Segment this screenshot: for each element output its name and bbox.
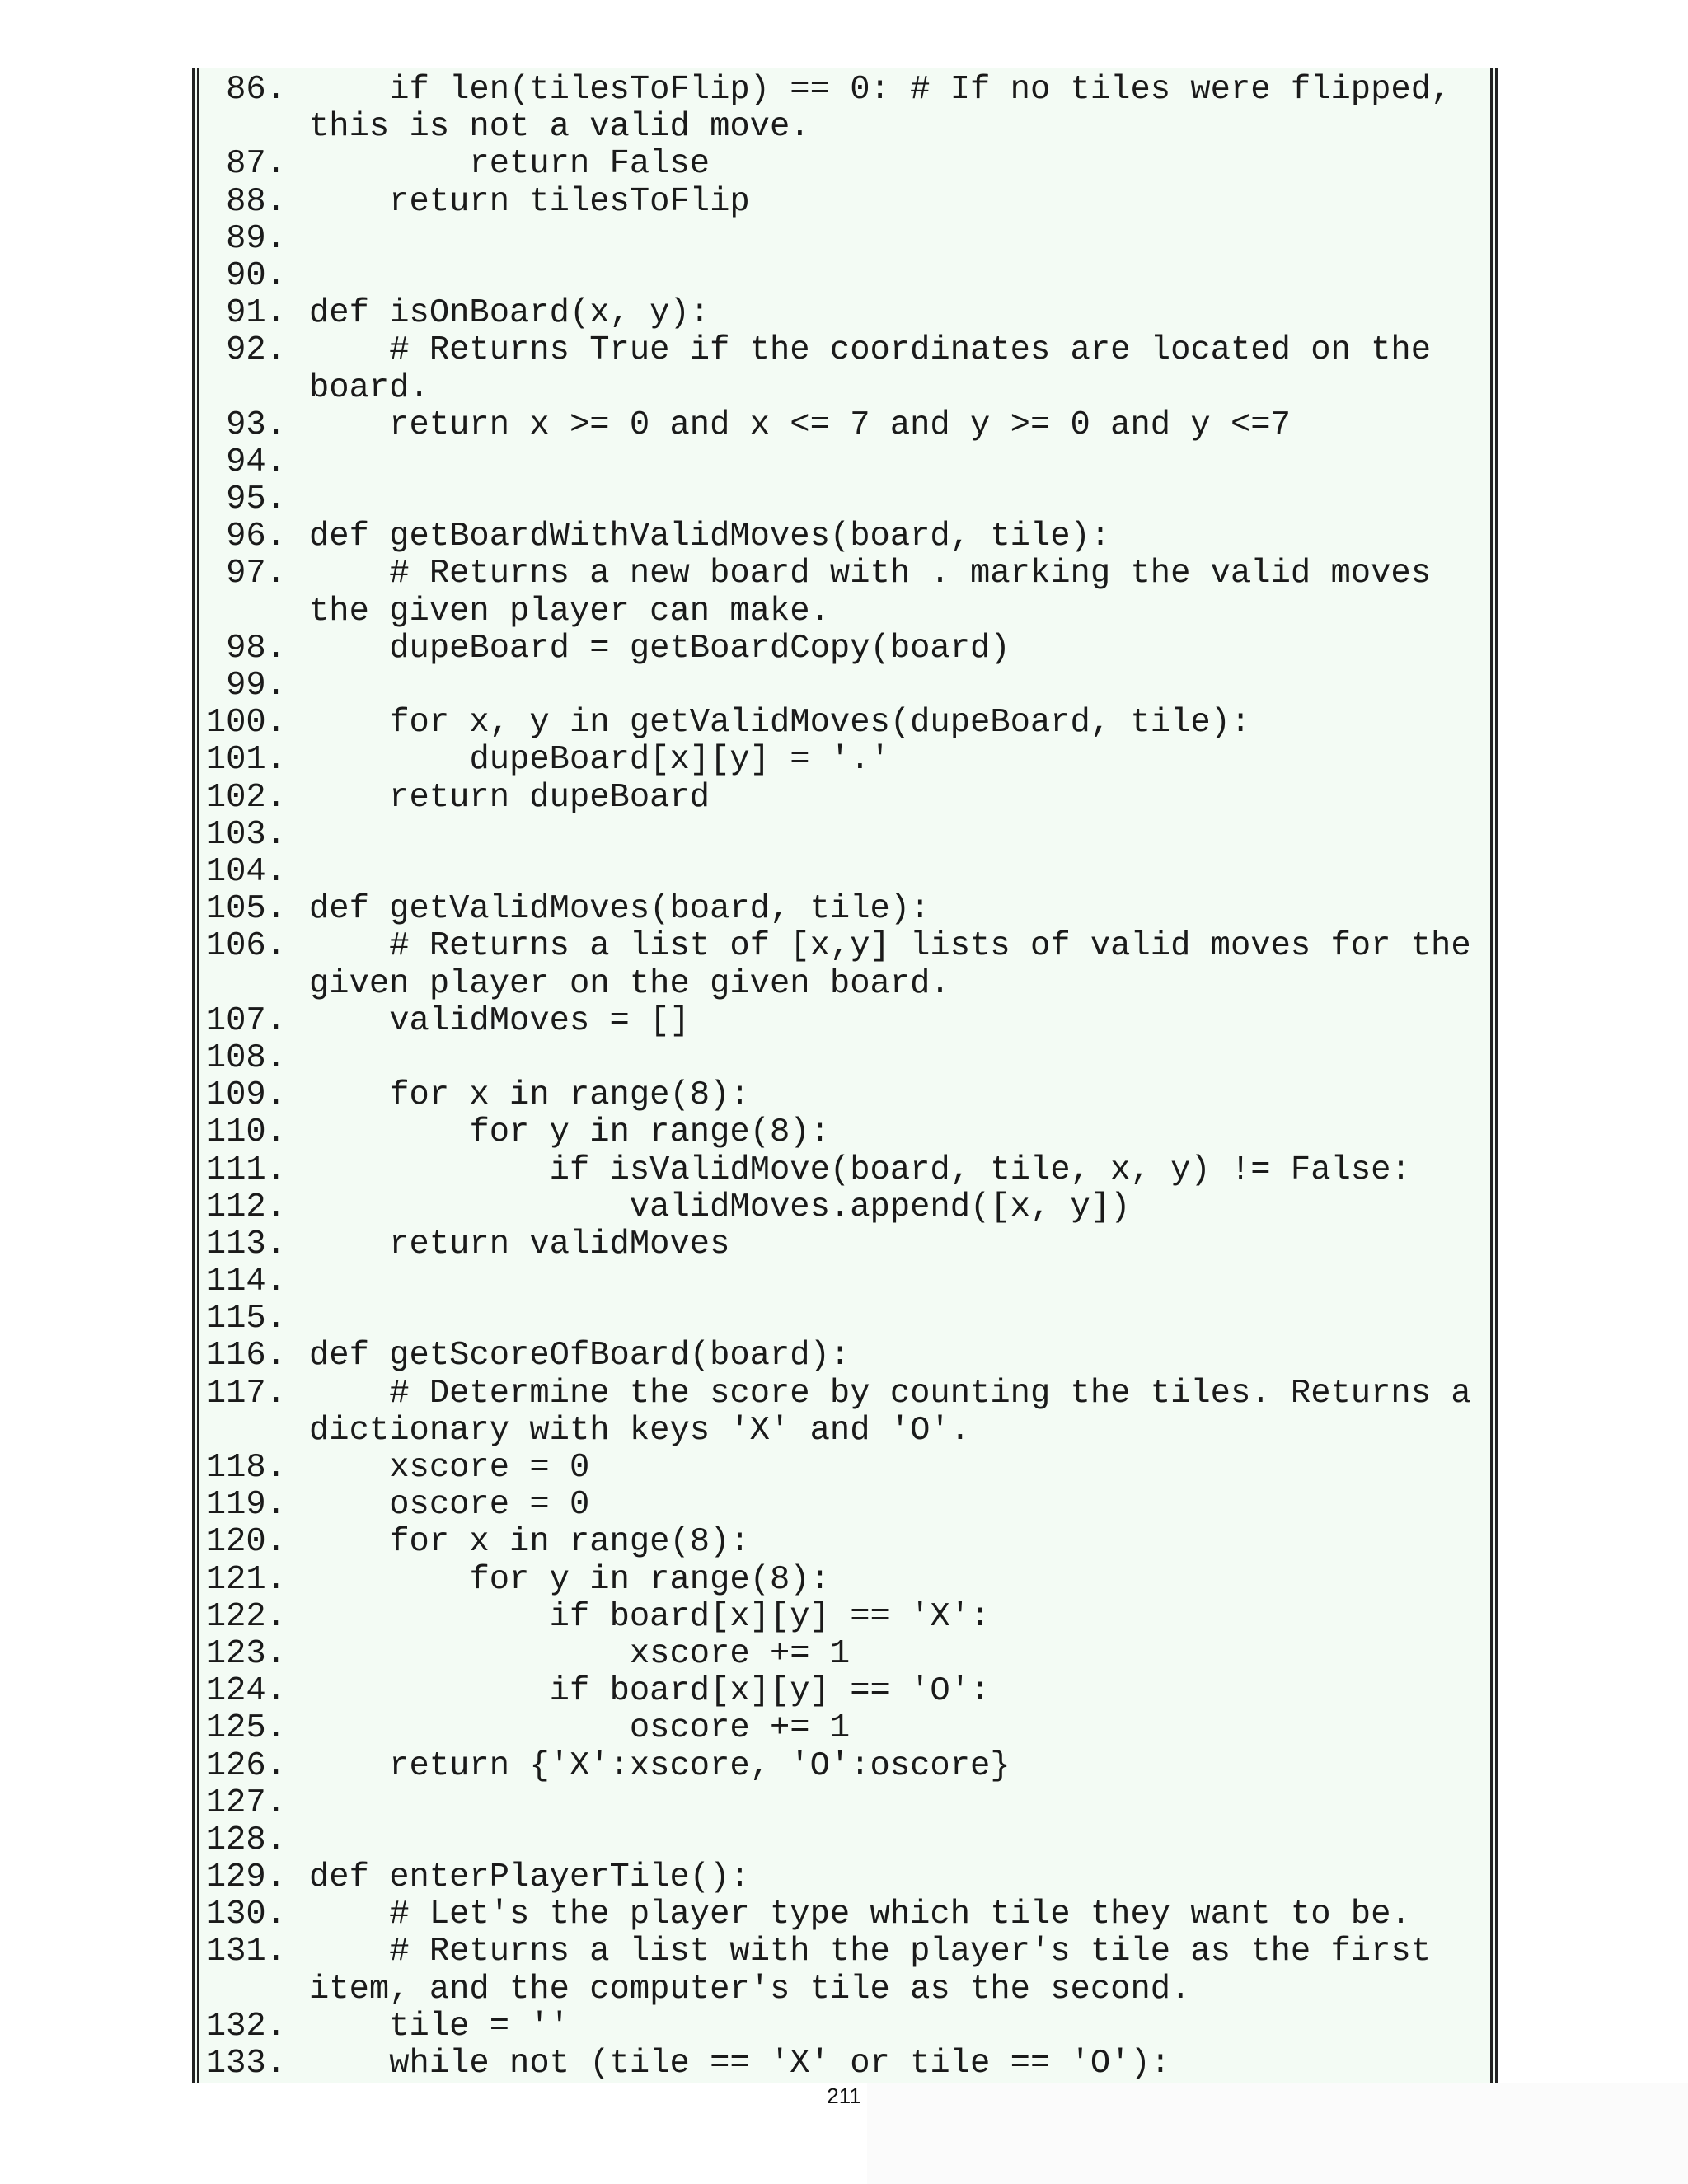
code-line [199, 1599, 1490, 1636]
code-line [199, 1450, 1490, 1487]
line-number: 125. [205, 1709, 286, 1748]
code-line [199, 630, 1490, 668]
page-number: 211 [827, 2083, 861, 2108]
code-text: tile = '' [309, 2007, 570, 2046]
line-number: 104. [205, 852, 286, 891]
line-number: 123. [205, 1634, 286, 1673]
code-line [199, 1524, 1490, 1561]
code-line [199, 1189, 1490, 1226]
line-number: 113. [205, 1225, 286, 1263]
code-text: def getBoardWithValidMoves(board, tile): [309, 518, 1111, 556]
code-text: return validMoves [309, 1225, 730, 1263]
line-number: 95. [226, 480, 286, 519]
code-line [199, 1673, 1490, 1710]
line-number: 101. [205, 741, 286, 780]
line-number: 131. [205, 1933, 286, 1971]
code-line [199, 1114, 1490, 1151]
code-text: def getScoreOfBoard(board): [309, 1337, 851, 1376]
line-number: 121. [205, 1560, 286, 1599]
code-line [199, 1152, 1490, 1189]
code-line [199, 854, 1490, 891]
line-number: 91. [226, 294, 286, 333]
code-line [199, 72, 1490, 146]
code-text: for x in range(8): [309, 1076, 750, 1115]
line-number: 112. [205, 1188, 286, 1226]
code-line [199, 1562, 1490, 1599]
code-line [199, 555, 1490, 630]
code-text: # Let's the player type which tile they want to be. [309, 1896, 1411, 1934]
code-line [199, 1077, 1490, 1114]
line-number: 102. [205, 778, 286, 817]
line-number: 89. [226, 219, 286, 258]
code-line [199, 146, 1490, 183]
code-text: oscore = 0 [309, 1486, 590, 1525]
code-line [199, 1710, 1490, 1747]
code-line [199, 705, 1490, 742]
code-line [199, 668, 1490, 705]
code-line [199, 1896, 1490, 1933]
code-text: while not (tile == 'X' or tile == 'O'): [309, 2045, 1171, 2083]
code-line [199, 1226, 1490, 1263]
code-line [199, 407, 1490, 444]
line-number: 127. [205, 1783, 286, 1822]
code-line [199, 2008, 1490, 2046]
line-number: 111. [205, 1151, 286, 1189]
code-text: # Returns a new board with . marking the valid moves the given player can make. [309, 555, 1451, 630]
line-number: 126. [205, 1746, 286, 1785]
line-number: 99. [226, 667, 286, 705]
code-text: for x in range(8): [309, 1523, 750, 1562]
code-line [199, 1785, 1490, 1822]
line-number: 98. [226, 629, 286, 668]
code-line [199, 258, 1490, 295]
code-line [199, 332, 1490, 406]
line-number: 86. [226, 71, 286, 109]
line-number: 106. [205, 927, 286, 966]
code-line [199, 1487, 1490, 1524]
code-line [199, 1859, 1490, 1896]
line-number: 109. [205, 1076, 286, 1115]
code-listing [192, 68, 1498, 2083]
code-text: def getValidMoves(board, tile): [309, 890, 931, 929]
code-line [199, 481, 1490, 518]
code-text: # Returns a list with the player's tile as the first item, and the computer's tile as the second. [309, 1933, 1451, 2008]
code-text: for y in range(8): [309, 1113, 830, 1152]
code-line [199, 742, 1490, 779]
code-text: return dupeBoard [309, 778, 710, 817]
code-line [199, 444, 1490, 481]
code-text: xscore = 0 [309, 1449, 590, 1488]
line-number: 132. [205, 2007, 286, 2046]
line-number: 103. [205, 815, 286, 854]
code-text: xscore += 1 [309, 1634, 851, 1673]
code-line [199, 928, 1490, 1002]
line-number: 90. [226, 256, 286, 295]
code-line [199, 518, 1490, 555]
line-number: 97. [226, 555, 286, 593]
code-text: for y in range(8): [309, 1560, 830, 1599]
line-number: 94. [226, 443, 286, 481]
code-text: if board[x][y] == 'X': [309, 1597, 991, 1636]
code-lines [199, 72, 1490, 2083]
code-line [199, 817, 1490, 854]
code-text: # Determine the score by counting the tiles. Returns a dictionary with keys 'X' and 'O'. [309, 1374, 1491, 1450]
code-line [199, 1822, 1490, 1859]
code-line [199, 2046, 1490, 2083]
code-text: # Returns True if the coordinates are located on the board. [309, 331, 1451, 407]
code-text: dupeBoard[x][y] = '.' [309, 741, 890, 780]
line-number: 110. [205, 1113, 286, 1152]
code-line [199, 1301, 1490, 1338]
code-text: if len(tilesToFlip) == 0: # If no tiles were flipped, this is not a valid move. [309, 71, 1471, 147]
line-number: 130. [205, 1896, 286, 1934]
line-number: 128. [205, 1821, 286, 1859]
line-number: 116. [205, 1337, 286, 1376]
line-number: 124. [205, 1672, 286, 1711]
code-text: validMoves.append([x, y]) [309, 1188, 1131, 1226]
code-text: if board[x][y] == 'O': [309, 1672, 991, 1711]
line-number: 122. [205, 1597, 286, 1636]
line-number: 105. [205, 890, 286, 929]
code-line [199, 221, 1490, 258]
code-line [199, 891, 1490, 928]
code-text: return {'X':xscore, 'O':oscore} [309, 1746, 1010, 1785]
code-text: if isValidMove(board, tile, x, y) != False: [309, 1151, 1411, 1189]
code-line [199, 1003, 1490, 1040]
code-text: def isOnBoard(x, y): [309, 294, 710, 333]
code-text: return tilesToFlip [309, 182, 750, 221]
line-number: 88. [226, 182, 286, 221]
line-number: 118. [205, 1449, 286, 1488]
code-text: # Returns a list of [x,y] lists of valid moves for the given player on the given board. [309, 927, 1491, 1003]
line-number: 87. [226, 145, 286, 184]
code-text: dupeBoard = getBoardCopy(board) [309, 629, 1010, 668]
line-number: 120. [205, 1523, 286, 1562]
line-number: 96. [226, 518, 286, 556]
line-number: 114. [205, 1263, 286, 1301]
code-line [199, 295, 1490, 332]
line-number: 108. [205, 1038, 286, 1077]
line-number: 92. [226, 331, 286, 370]
line-number: 119. [205, 1486, 286, 1525]
code-line [199, 184, 1490, 221]
code-text: def enterPlayerTile(): [309, 1858, 750, 1897]
line-number: 129. [205, 1858, 286, 1897]
code-text: return x >= 0 and x <= 7 and y >= 0 and y <=7 [309, 405, 1291, 444]
code-line [199, 780, 1490, 817]
code-line [199, 1338, 1490, 1375]
line-number: 117. [205, 1374, 286, 1413]
code-line [199, 1933, 1490, 2008]
code-text: validMoves = [] [309, 1001, 690, 1040]
code-line [199, 1263, 1490, 1301]
code-line [199, 1376, 1490, 1450]
line-number: 93. [226, 405, 286, 444]
code-text: oscore += 1 [309, 1709, 851, 1748]
code-text: return False [309, 145, 710, 184]
code-text: for x, y in getValidMoves(dupeBoard, tile): [309, 704, 1251, 743]
code-line [199, 1748, 1490, 1785]
code-line [199, 1040, 1490, 1077]
line-number: 100. [205, 704, 286, 743]
code-line [199, 1636, 1490, 1673]
line-number: 107. [205, 1001, 286, 1040]
line-number: 115. [205, 1300, 286, 1338]
line-number: 133. [205, 2045, 286, 2083]
